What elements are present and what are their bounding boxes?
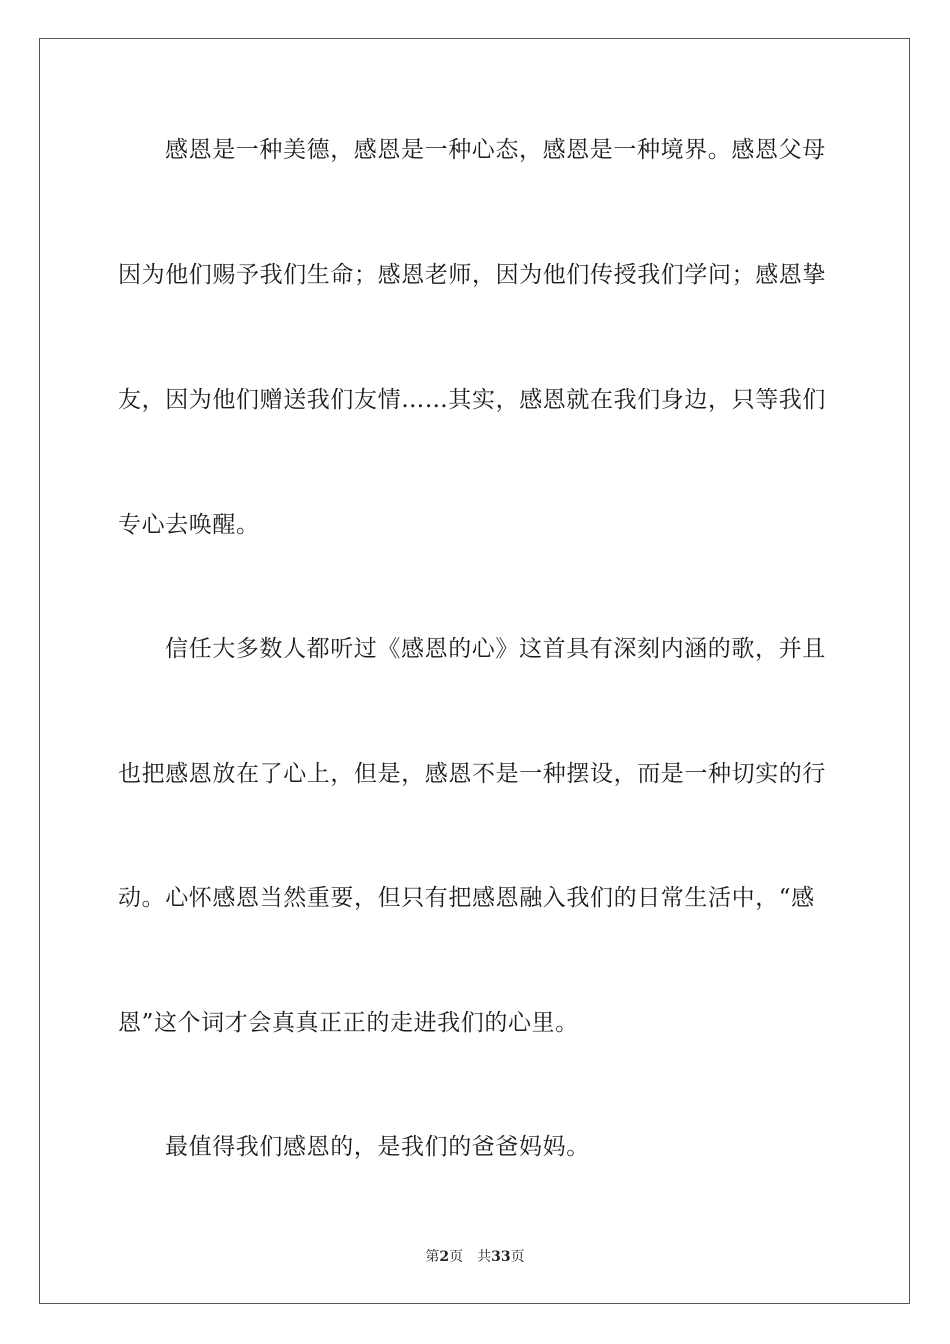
page-suffix: 页: [449, 1249, 464, 1265]
paragraph-3-line-1: 最值得我们感恩的，是我们的爸爸妈妈。: [165, 1134, 590, 1160]
paragraph-2-line-3: 动。心怀感恩当然重要，但只有把感恩融入我们的日常生活中，“感: [118, 885, 815, 911]
page-border: [39, 38, 910, 1304]
paragraph-2-line-1: 信任大多数人都听过《感恩的心》这首具有深刻内涵的歌，并且: [165, 636, 826, 662]
paragraph-2-line-4: 恩”这个词才会真真正正的走进我们的心里。: [118, 1010, 579, 1036]
paragraph-1-line-2: 因为他们赐予我们生命；感恩老师，因为他们传授我们学问；感恩挚: [118, 262, 826, 288]
page-number: 2: [439, 1249, 450, 1265]
paragraph-1-line-3: 友，因为他们赠送我们友情……其实，感恩就在我们身边，只等我们: [118, 387, 826, 413]
page-prefix: 第: [425, 1249, 440, 1265]
page-footer: [0, 1246, 950, 1266]
paragraph-2-line-2: 也把感恩放在了心上，但是，感恩不是一种摆设，而是一种切实的行: [118, 761, 826, 787]
paragraph-1-line-4: 专心去唤醒。: [118, 512, 260, 538]
total-suffix: 页: [510, 1249, 525, 1265]
total-prefix: 共: [477, 1249, 492, 1265]
total-pages: 33: [491, 1249, 511, 1265]
paragraph-1-line-1: 感恩是一种美德，感恩是一种心态，感恩是一种境界。感恩父母: [165, 137, 826, 163]
